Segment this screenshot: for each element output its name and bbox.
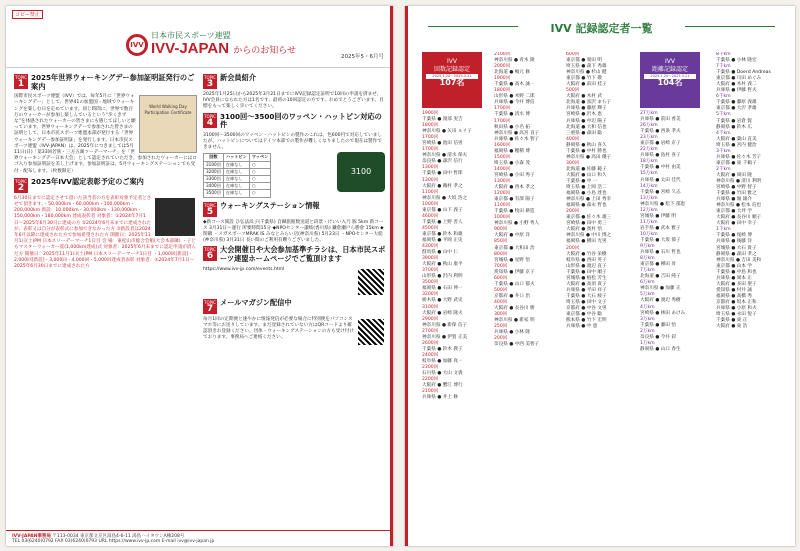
list-item: 神奈川県 ● 中川 博之: [566, 233, 612, 239]
record-tier-label: 2700回: [422, 328, 439, 334]
list-item: 千葉県 ● 中村 由美: [640, 165, 681, 171]
left-column: [14, 72, 197, 532]
list-item: 宮崎県 ● 中野 智子: [716, 185, 757, 191]
list-item: 石川県 ● 大山 文義: [422, 371, 463, 377]
record-tier-label: 3500回: [422, 280, 439, 286]
distance-badge: IVV 距離記録認定 2025.1.20〜2025.3.21 104名: [640, 52, 700, 108]
list-item: 宮崎県 ● 林田 あけみ: [640, 310, 686, 316]
list-item: 千葉県 ● Doerd Andreas: [716, 70, 771, 76]
topic-body: 毎月1回の定期便と速やかに情報発信が必要な場合に特別便をパソコンスマホ等にお送りしています。まだ登録されていない方はQRコードより確認頂きお登録ください。団体・ウォーキングステーションの方も受け付けております。事務局へご連絡ください。: [203, 316, 354, 341]
list-item: 福岡県 ● 森永 哲也: [566, 203, 607, 209]
award-image: [155, 198, 195, 236]
record-tier-label: 12万km: [640, 207, 658, 213]
topic-body: 6月30日までに認定させて頂いた該当者の方を表彰対象予定者とさせて頂きます。・50,000km・60,000km・100,000km・200,000km 新設：10,000km・30,000km・130,000km・150,000km・180,000km 達成表彰者 対象者：①2024年7月1日〜2025年6月30日に達成の方 ②2024年6月末までに達成されたが、表彰又は自分が表彰式に参加できなかった方 ③新設者は2024年6月以降に達成された方で参加希望された方 開催日：2025年11月1日(土)PM 日本スリーデーマーチ1日目 会 場：東松山市総合会館(大会本部隣) ・子どもマスターウォーカー賞(1,000km達成)式 対象者：2025年6月末までに認定申請が済んだ方 開催日：2025年11月1日(土)PM 日本スリーデーマーチ1日目 ・1,000回[新設]・2,000回[新設]・3,000回・4,000回・5,000回達成者表彰 対象者：①2024年7月1日〜2025年6月30日までに達成された方: [14, 195, 197, 270]
record-tier-label: 600回: [566, 52, 580, 57]
records-title: IVV 記録認定者一覧: [550, 22, 653, 35]
list-item: 千葉県 ● 西条 孝夫: [640, 129, 681, 135]
record-tier-label: 2600回: [422, 340, 439, 346]
list-item: 千葉県 ● 山口 郁夫: [494, 281, 535, 287]
record-tier-label: 1300回: [494, 178, 511, 184]
list-item: 大阪府 ● 竹谷 栄樹: [566, 251, 607, 257]
list-item: 大阪府 ● 渡辺 秀樹: [640, 298, 681, 304]
record-tier-label: 300回: [566, 160, 580, 166]
table-row: 3300回 在庫なし ○: [204, 176, 271, 183]
record-tier-label: 22万km: [640, 147, 658, 153]
record-tier-label: 800回: [494, 251, 508, 257]
record-tier-label: 7万km: [640, 268, 655, 274]
record-tier-label: 1700回: [494, 118, 511, 124]
record-tier-label: 2200回: [422, 377, 439, 383]
records-column-3: [566, 52, 630, 542]
record-tier-label: 8万km: [640, 256, 655, 262]
topic-body: World Walking Day Participation Certificate 国際市民スポーツ連盟（IVV）では、毎年5月に「世界ウォーキングデー」として、世界41の加盟国・地域でウォーキングを楽しむ日を定めています。同じ時間に、世界で数百万のウォーカーが参加し楽しんでいるという“歩くきずな”を体感されたウォーカーの皆さまにも感じてほしいと願っています。世界ウォーキングデーで参加された皆さまの証明として、日本市民スポーツ連盟本部が発行する「世界ウォーキングデー参加証明証」を発行します。日本市民スポーツ連盟（IVV-JAPAN）は、2025年につきましては5月11日(日)「第33回若狭・三方五湖ツーデーマーチ」を「世界ウォーキングデー日本大会」として認定されていただき、参加されたウォーカーにはロゴ入り参加証明証を差し上げます。参加証明証は、5月ウォーキングステーションでも受付・配布します。（枚数限定）: [14, 94, 197, 174]
list-item: 兵庫県 ● 伊藤 哲夫: [716, 88, 757, 94]
list-item: 千葉県 ● 宮崎 久志: [640, 189, 681, 195]
list-item: 神奈川県 ● 矢田 ルリ子: [422, 129, 472, 135]
list-item: 千葉県 ● 中村 勝也: [566, 148, 607, 154]
list-item: 千葉県 ● 藤原 義雄: [716, 100, 757, 106]
list-item: 神奈川県 ● 高宮 良子: [494, 130, 540, 136]
topic-3: TOPIC 3 新会員紹介: [204, 73, 256, 89]
list-item: 神奈川県 ● 加藤 正: [640, 286, 681, 292]
record-tier-label: 1700回: [494, 106, 511, 112]
list-item: 埼玉県 ● 小森 茂: [494, 160, 530, 166]
list-item: 福岡県 ● 高橋 秀: [716, 293, 752, 299]
record-tier-label: 2300回: [422, 364, 439, 370]
list-item: 愛知県 ● 村井 誠: [716, 287, 752, 293]
list-item: 埼玉県 ● 永田 悦子: [716, 312, 757, 318]
list-item: 千葉県 ● 竹田 雅之: [716, 191, 757, 197]
list-item: 東京都 ● 鈴木 和雄: [422, 231, 463, 237]
list-item: 神奈川県 ● 清川 利明: [716, 178, 762, 184]
list-item: 千葉県 ● 中 一: [566, 178, 598, 184]
record-tier-label: 500回: [566, 88, 580, 94]
record-tier-label: 2900回: [422, 316, 439, 322]
website-link[interactable]: URL https://www.ivv-jp.com: [98, 539, 161, 544]
list-item: 神奈川県 ● 青木 隆: [494, 58, 535, 64]
list-item: 東京都 ● 山本 学: [716, 263, 752, 269]
list-item: 静岡県 ● 秋山 喜久: [566, 142, 607, 148]
record-tier-label: 1600回: [494, 142, 511, 148]
list-item: 埼玉県 ● 森下 秀雄: [566, 64, 607, 70]
brand-title: IVV-JAPAN からのお知らせ: [151, 40, 296, 57]
record-tier-label: 1200回: [494, 191, 511, 197]
topic-title: 大会開催日や大会参加基準チラシは、日本市民スポーツ連盟ホームページでご覧頂けます: [220, 245, 386, 264]
records-header: [408, 6, 795, 50]
list-item: 秋田県 ● 小名 拓: [494, 124, 530, 130]
topic-title: 2025年世界ウォーキングデー参加証明証発行のご案内: [31, 73, 195, 91]
list-item: 東京都 ● 大坪 学: [716, 209, 752, 215]
list-item: 神奈川県 ● 小野 秀人: [494, 221, 540, 227]
record-tier-label: 3700回: [422, 268, 439, 274]
list-item: 大阪府 ● 木村 武: [566, 94, 602, 100]
list-item: 兵庫県 ● 小原 和夫: [716, 305, 757, 311]
list-item: 東京都 ● 中谷 聡: [566, 312, 602, 318]
list-item: 東京都 ● 大沢 孝雄: [716, 106, 757, 112]
record-tier-label: 1100回: [422, 189, 439, 195]
list-item: 大阪府 ● 多田 聖子: [716, 281, 757, 287]
topic-title: 新会員紹介: [220, 73, 256, 82]
list-item: 宮崎県 ● 池田 信男: [422, 141, 463, 147]
record-tier-label: 10万km: [640, 231, 658, 237]
list-item: 神奈川県 ● 松本 信也: [716, 203, 762, 209]
record-tier-label: 5千km: [716, 112, 731, 118]
record-tier-label: 4千km: [716, 130, 731, 136]
record-tier-label: 1700回: [422, 147, 439, 153]
topic-title: ウォーキングステーション情報: [220, 200, 320, 210]
list-item: 山形県 ● 沢内 利明: [422, 274, 463, 280]
list-item: 静岡県 ● 山口 春生: [640, 346, 681, 352]
newsletter-page: [6, 6, 393, 546]
list-item: 神奈川県 ● 杉山 健: [566, 70, 607, 76]
list-item: 神奈川県 ● 清水 保夫: [422, 153, 468, 159]
list-item: 埼玉県 ● 田中 文子: [566, 299, 607, 305]
list-item: 東京都 ● 大和田 治: [494, 245, 535, 251]
topic-4: TOPIC 4 3100回〜3500回のワッペン・ハットピン対応の件: [203, 113, 386, 130]
list-item: 宮崎県 ● 沢木 恵: [566, 112, 602, 118]
list-item: 岩手県 ● 武本 雅子: [640, 225, 681, 231]
topic-6: TOPIC 6 大会開催日や大会参加基準チラシは、日本市民スポーツ連盟ホームページでご覧頂けます: [204, 245, 386, 264]
list-item: 北海道 ● 吉田 純子: [640, 274, 681, 280]
record-tier-label: 1300回: [422, 165, 439, 171]
record-tier-label: 400回: [494, 299, 508, 305]
list-item: 宮城県 ● 大石 貴子: [716, 245, 757, 251]
list-item: 千葉県 ● 東 正: [716, 318, 748, 324]
record-tier-label: 1300回: [422, 177, 439, 183]
topic-title: メールマガジン配信中: [220, 297, 292, 307]
list-item: 千葉県 ● 岩倉 賢: [716, 118, 752, 124]
list-item: 千葉県 ● 田中 哲郎: [422, 171, 463, 177]
list-item: 神奈川県 ● 新保 信子: [422, 322, 468, 328]
record-tier-label: 1000回: [494, 215, 511, 221]
record-tier-label: 1400回: [494, 166, 511, 172]
record-tier-label: 27万km: [640, 111, 658, 116]
list-item: 山形県 ● 渡辺 直子: [566, 263, 607, 269]
list-item: 京都府 ● 中谷 文男: [566, 305, 607, 311]
list-item: 埼玉県 ● 宮内 健治: [716, 142, 757, 148]
list-item: 兵庫県 ● 中辺 陽子: [566, 118, 607, 124]
list-item: 千葉県 ● 大坂 節子: [640, 237, 681, 243]
list-item: 奈良県 ● 森沢 信行: [422, 159, 463, 165]
list-item: 千葉県 ● 高木 誠一: [494, 82, 535, 88]
list-item: 愛知県 ● 伊藤 京子: [494, 269, 535, 275]
record-tier-label: 2100回: [422, 389, 439, 395]
list-item: 宮城県 ● 星野 悟: [494, 257, 530, 263]
record-tier-label: 3900回: [422, 256, 439, 262]
list-item: 北海道 ● 富沢 まち子: [566, 100, 612, 106]
list-item: 福岡県 ● 穂積 博: [494, 148, 530, 154]
list-item: 大阪府 ● 山口 和久: [566, 172, 607, 178]
record-tier-label: 1700回: [422, 135, 439, 141]
list-item: 千葉県 ● 尾崎 博: [716, 233, 752, 239]
topic-body: ◆新コース開設 ひ弘法浜子(千葉県) 自棘旅館数送道と段景・けいい入乃 豚 5km 新コース 3月31日〜運行 所要時間15分 ◆NPOセンター讃岐(香川県) 鎌倉瀬戸ら勝倉 15km ◆閉鎖 ・メガスポーツMRAK IS みなとみらい店(神奈川県) 5月23日 ・NPOセンター大船(神奈川県) 3月31日 長い間のご利用有難うございました。: [203, 219, 384, 244]
records-column-2: [494, 52, 558, 542]
right-column: [203, 72, 386, 532]
qr-code-icon: [358, 319, 384, 345]
list-item: 福岡県 ● 小島 達也: [566, 191, 607, 197]
topic-2: TOPIC 2 2025年IVV認定表彰予定のご案内: [15, 176, 144, 193]
list-item: 大阪府 ● 鵜村 孝之: [422, 183, 463, 189]
list-item: 大阪府 ● 田中 幸子: [716, 221, 757, 227]
list-item: 山形県 ● 木野 二郎: [494, 94, 535, 100]
list-item: 福岡県 ● 平岡 正史: [422, 237, 463, 243]
list-item: 千葉県 ● 大石 綾子: [566, 293, 607, 299]
list-item: 神奈川県 ● 伊賀 正美: [422, 334, 468, 340]
record-tier-label: 11万km: [640, 219, 658, 225]
record-tier-label: 1800回: [494, 88, 511, 94]
record-tier-label: 1万km: [640, 340, 655, 346]
topic-title: 2025年IVV認定表彰予定のご案内: [31, 176, 144, 186]
list-item: 大阪府 ● 岡田 隆: [716, 172, 752, 178]
email-link[interactable]: E-mail ivv@ivv-japan.jp: [161, 539, 215, 544]
record-tier-label: 400回: [566, 136, 580, 142]
record-tier-label: 3100回: [422, 304, 439, 310]
list-item: 福岡県 ● 横田 光男: [566, 239, 607, 245]
list-item: 群馬県 ● 山中 仁: [422, 250, 458, 256]
list-item: 千葉県 ● 中島 和也: [716, 269, 757, 275]
record-tier-label: 200回: [566, 245, 580, 251]
record-tier-label: 4600回: [422, 213, 439, 219]
list-item: 千葉県 ● 牧田 耕造: [494, 209, 535, 215]
record-tier-label: 7千km: [716, 64, 731, 70]
wappen-image: 3100: [337, 152, 385, 192]
list-item: 千葉県 ● 鈴木 教子: [422, 346, 463, 352]
table-row: 3200回 在庫なし ○: [204, 168, 271, 175]
list-item: 大阪府 ● 岩崎 隆夫: [422, 310, 463, 316]
list-item: 北海道 ● 佐藤 範子: [566, 166, 607, 172]
list-item: 兵庫県 ● 井上 修: [422, 395, 458, 401]
list-item: 宮崎県 ● 田中 勇三: [566, 221, 607, 227]
record-tier-label: 3200回: [422, 292, 439, 298]
record-tier-label: 500回: [494, 287, 508, 293]
list-item: 大阪府 ● 秋山 康平: [422, 262, 463, 268]
list-item: 兵庫県 ● 佐々木 智子: [494, 136, 540, 142]
list-item: 東京都 ● 栗田 明: [566, 58, 602, 64]
list-item: 兵庫県 ● 今井 博信: [494, 100, 535, 106]
ivv-logo: IVV: [126, 34, 148, 56]
record-tier-label: 200回: [566, 209, 580, 215]
record-tier-label: 5万km: [640, 292, 655, 298]
record-tier-label: 14万km: [640, 183, 658, 189]
record-tier-label: 600回: [494, 275, 508, 281]
list-item: 静岡県 ● 鈴木 広: [716, 124, 752, 130]
list-item: 宮崎県 ● 小田 秀子: [494, 172, 535, 178]
list-item: 福岡県 ● 石田 伸一: [422, 286, 463, 292]
footer: IVV-JAPAN事務局 〒113-0034 東京都文京区湯島4-6-11 湯島ハイタウンA棟208号 TEL 03(6240)0792 FAX 03(6240)0793 URL https://www.ivv-jp.com E-mail ivv@ivv-japan.jp: [6, 530, 390, 546]
topic-5: TOPIC 5 ウォーキングステーション情報: [204, 200, 320, 217]
list-item: 兵庫県 ● 前田 香美: [640, 117, 681, 123]
list-item: 奈良県 ● 中西 美智子: [494, 342, 540, 348]
topic-1: TOPIC 1 2025年世界ウォーキングデー参加証明証発行のご案内: [14, 74, 197, 91]
record-tier-label: 1900回: [494, 76, 511, 82]
topic-body: 3100回〜3500回のワッペン・ハットピンの製作のこれは、色600円で対応していましたが、ハットピンについてはドイツ本部での製作が難しくなりましたので現在は製作できません。: [203, 132, 382, 151]
record-tier-label: 6千km: [716, 94, 731, 100]
list-item: 大阪府 ● 高須 貴子: [566, 281, 607, 287]
record-tier-label: 2000回: [494, 64, 511, 70]
list-item: 兵庫県 ● 小林 隆: [494, 330, 530, 336]
list-item: 千葉県 ● 渡部 実吉: [422, 117, 463, 123]
list-item: 岐阜県 ● 西田 英子: [566, 257, 607, 263]
list-item: 大阪府 ● 奥村 悟: [566, 227, 602, 233]
list-item: 宮城県 ● 伊藤 明: [640, 213, 676, 219]
list-item: 東京都 ● 佐々木 雄三: [566, 215, 612, 221]
list-item: 静岡県 ● 森田 孝之: [716, 251, 757, 257]
list-item: 兵庫県 ● 島村 喜子: [640, 153, 681, 159]
certificate-image: World Walking Day Participation Certificate: [139, 95, 197, 153]
list-item: 北海道 ● 嶋元 修: [494, 70, 530, 76]
list-item: 兵庫県 ● 堀 雄介: [716, 197, 752, 203]
list-item: 神奈川県 ● 上田 秀幸: [566, 197, 612, 203]
table-row: 3500回 在庫なし ○: [204, 190, 271, 197]
list-item: 千葉県 ● 上野 善人: [422, 219, 463, 225]
list-item: 大阪府 ● 中原 洋: [494, 233, 530, 239]
list-item: 奈良県 ● 今井 彩: [640, 334, 676, 340]
list-item: 千葉県 ● 小林 隆宏: [716, 58, 757, 64]
record-tier-label: 6万km: [640, 280, 655, 286]
list-item: 神奈川県 ● 大坂 浩之: [422, 195, 468, 201]
issue-label: 2025年5・6月号: [341, 54, 384, 60]
list-item: 宮城県 ● 植松 芳生: [566, 275, 607, 281]
list-item: 大阪府 ● 東 浩: [716, 324, 748, 330]
copy-prohibited-tag: コピー禁止: [12, 10, 43, 19]
list-item: 兵庫県 ● 岡本 正: [716, 275, 752, 281]
list-item: 兵庫県 ● 平田 祥子: [566, 287, 607, 293]
list-item: 東京都 ● 山下 義子: [422, 207, 463, 213]
topic-7: TOPIC 7 メールマガジン配信中: [204, 297, 292, 314]
record-tier-label: 250回: [494, 324, 508, 330]
record-tier-label: 2万km: [640, 328, 655, 334]
list-item: 熊本県 ● 竹下 宏明: [566, 318, 607, 324]
newsletter-header: [6, 6, 390, 68]
list-item: 兵庫県 ● 後藤 洋: [716, 239, 752, 245]
list-item: 東京都 ● 東 千鶴子: [716, 160, 757, 166]
list-item: 大阪府 ● 長谷川 勝: [494, 305, 535, 311]
record-tier-label: 8千km: [716, 52, 731, 57]
record-tier-label: 1900回: [422, 111, 439, 116]
list-item: 千葉県 ● 田中 順子: [566, 269, 607, 275]
list-item: 京都府 ● 坂本 正和: [716, 299, 757, 305]
list-item: 東京都 ● 竹下 敬: [566, 76, 602, 82]
events-link[interactable]: https://www.ivv-jp.com/events.html: [203, 266, 285, 272]
record-tier-label: 1100回: [494, 203, 511, 209]
list-item: 大阪府 ● 長谷川 順子: [716, 215, 762, 221]
list-item: 大阪府 ● 木村 義二: [716, 82, 757, 88]
qr-code-icon: [358, 269, 384, 295]
records-column-1: [422, 52, 486, 542]
list-item: 兵庫県 ● 藤原 輝子: [566, 106, 607, 112]
list-item: 三重県 ● 森田 聡: [566, 130, 602, 136]
records-column-4: [640, 52, 704, 542]
list-item: 兵庫県 ● 石川 哲也: [640, 250, 681, 256]
record-tier-label: 1500回: [494, 154, 511, 160]
record-tier-label: 4500回: [422, 225, 439, 231]
list-item: 兵庫県 ● 太田 佳代: [640, 177, 681, 183]
wappen-table: 回数 ハットピン ワッペン 3100回 在庫なし ○ 3200回 在庫なし ○ 3300回 在庫なし ○ 3400回 在庫なし ○ 3500回 在庫なし ○: [203, 153, 271, 197]
list-item: 北海道 ● 大和 信也: [566, 124, 607, 130]
list-item: 神奈川県 ● 松下 郁恵: [640, 201, 686, 207]
record-tier-label: 18万km: [640, 159, 658, 165]
record-tier-label: 2100回: [494, 52, 511, 57]
record-tier-label: 1800回: [422, 123, 439, 129]
list-item: 神奈川県 ● 高田 優子: [566, 154, 612, 160]
list-item: 東京都 ● 川田 めぐみ: [716, 76, 762, 82]
list-item: 大阪府 ● 蟹江 博行: [422, 383, 463, 389]
list-item: 大阪府 ● 前田 桂子: [566, 82, 607, 88]
record-tier-label: 850回: [494, 239, 508, 245]
list-item: 千葉県 ● 清水 博: [494, 112, 530, 118]
record-tier-label: 3万km: [640, 316, 655, 322]
record-tier-label: 2400回: [422, 352, 439, 358]
list-item: 神奈川県 ● 新家 明: [494, 318, 535, 324]
list-item: 京都府 ● 井口 治: [494, 293, 530, 299]
list-item: 千葉県 ● 藤田 悟: [640, 322, 676, 328]
table-row: 3100回 在庫なし ○: [204, 161, 271, 168]
topic-title: 3100回〜3500回のワッペン・ハットピン対応の件: [220, 111, 382, 130]
record-tier-label: 900回: [494, 227, 508, 233]
list-item: 東京都 ● 岩崎 京子: [640, 141, 681, 147]
record-tier-label: 15万km: [640, 171, 658, 177]
list-item: 栃木県 ● 大野 武史: [422, 298, 463, 304]
record-tier-label: 1000回: [422, 201, 439, 207]
record-tier-label: 700回: [494, 263, 508, 269]
list-item: 兵庫県 ● 中 恵: [566, 324, 598, 330]
record-tier-label: 23万km: [640, 135, 658, 141]
record-tier-label: 4万km: [640, 304, 655, 310]
record-tier-label: 1千km: [716, 227, 731, 233]
table-row: 3400回 在庫なし ○: [204, 183, 271, 190]
record-tier-label: 200回: [494, 336, 508, 342]
record-tier-label: 9万km: [640, 244, 655, 250]
count-badge: IVV 回数記録認定 2025.1.20〜2025.3.21 107名: [422, 52, 482, 108]
record-tier-label: 26万km: [640, 123, 658, 129]
records-column-5: [716, 52, 780, 542]
list-item: 東京都 ● 柳田 昇: [640, 262, 676, 268]
list-item: 岐阜県 ● 加藤 真一: [422, 358, 463, 364]
record-tier-label: 3千km: [716, 148, 731, 154]
list-item: 神奈川県 ● 吉田 美和: [716, 257, 762, 263]
list-item: 埼玉県 ● 上岡 浩二: [566, 185, 607, 191]
list-item: 大阪府 ● 西本 孝之: [494, 185, 535, 191]
topic-body: 2025年1月25日から2025年3月21日までにIVV記録認定証明で10回の申請を済ませ、IVV会員になられた方は1名です。最初の10回認定の方です。おめでとうございます。目標をもって楽しく歩いてください。: [203, 92, 384, 110]
record-tier-label: 2千km: [716, 166, 731, 172]
record-tier-label: 13万km: [640, 195, 658, 201]
records-page: [405, 6, 795, 546]
list-item: 大阪府 ● 葉山 直美: [716, 136, 757, 142]
record-tier-label: 300回: [494, 312, 508, 318]
list-item: 東京都 ● 有澤 陽子: [494, 197, 535, 203]
record-tier-label: 4300回: [422, 244, 439, 250]
list-item: 兵庫県 ● 佐々木 芳子: [716, 154, 762, 160]
org-name: 日本市民スポーツ連盟: [151, 31, 231, 40]
